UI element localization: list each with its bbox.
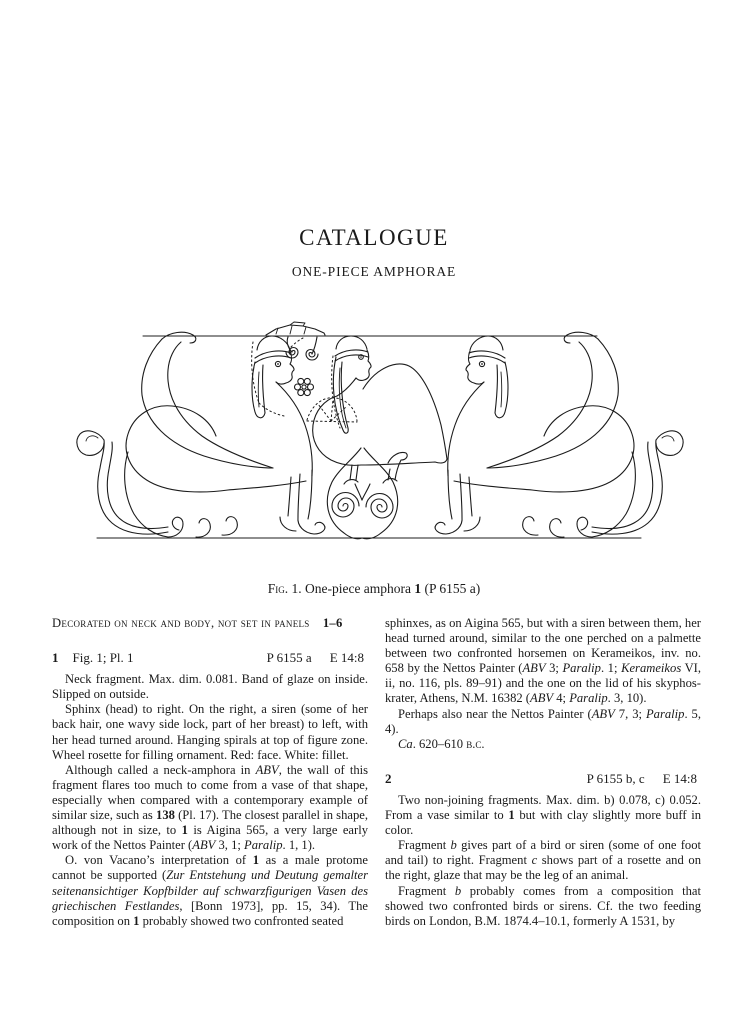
text-segment: ABV xyxy=(530,691,554,706)
text-segment: ABV xyxy=(522,661,546,676)
text-segment: 4; xyxy=(553,691,570,706)
text-segment: 1 xyxy=(181,823,188,838)
text-segment: Fragment xyxy=(398,883,455,898)
paragraph xyxy=(52,702,368,762)
entry-inventory-number: P 6155 a xyxy=(266,650,312,666)
paragraph xyxy=(52,763,368,854)
text-segment: b.c. xyxy=(466,736,485,751)
entry-header xyxy=(52,650,368,665)
figure xyxy=(60,315,700,550)
text-segment: ABV xyxy=(192,838,216,853)
text-segment: Kerameikos xyxy=(621,661,682,676)
right-sphinx xyxy=(435,332,683,537)
paragraph xyxy=(385,838,701,883)
text-segment: Paralip xyxy=(569,691,608,706)
text-segment: b xyxy=(454,883,462,898)
text-segment: , the wall of this fragment flares too much to come from a vase of that shape, especially when compared with a contemporary example of similar size, such as xyxy=(52,762,369,823)
entry-number: 2 xyxy=(385,770,392,786)
text-segment: . 5, 4). xyxy=(385,706,701,736)
text-segment: Zur Entstehung und Deutung gemalter seitenansichtiger Kopfbilder auf schwarzfigurigen Vasen des griechischen Festlandes xyxy=(52,868,369,913)
page-title: CATALOGUE xyxy=(299,225,449,250)
text-segment: ABV xyxy=(591,706,615,721)
text-segment: 3, 1; xyxy=(215,838,245,853)
text-segment: 1 xyxy=(414,581,422,596)
left-sphinx xyxy=(77,332,325,537)
text-segment: sphinxes, as on Aigina 565, but with a siren between them, her head turned around, similar to the one perched on a palmette between two confronted horsemen on Kerameikos, inv. no. 658 by the Nettos Painter ( xyxy=(385,616,701,676)
text-segment: but with clay slightly more buff in color. xyxy=(385,808,701,838)
page-subtitle: ONE-PIECE AMPHORAE xyxy=(291,264,457,279)
paragraph xyxy=(52,672,368,702)
wheel-rosette xyxy=(295,378,314,395)
text-segment: Although called a neck-amphora in xyxy=(65,762,256,777)
text-segment: Paralip xyxy=(562,661,601,676)
text-segment: , [Bonn 1973], pp. 15, 34). The composition on xyxy=(52,898,368,928)
text-segment: Neck fragment. Max. dim. 0.081. Band of glaze on inside. Slipped on outside. xyxy=(52,672,368,702)
text-segment: Fig. xyxy=(267,581,289,596)
left-column xyxy=(52,616,368,929)
text-segment: . 1; xyxy=(600,661,622,676)
text-segment: 7, 3; xyxy=(614,706,646,721)
text-segment: . 620–610 xyxy=(412,736,467,751)
paragraph xyxy=(385,707,701,737)
text-segment: 1 xyxy=(508,808,515,823)
text-segment: (P 6155 a) xyxy=(421,581,481,596)
text-segment: 3; xyxy=(545,661,563,676)
paragraph xyxy=(385,884,701,929)
text-segment: Fragment xyxy=(398,838,451,853)
text-segment: gives part of a bird or siren (some of one foot and tail) to right. Fragment xyxy=(385,838,702,868)
text-segment: c xyxy=(531,853,538,868)
text-segment: Sphinx (head) to right. On the right, a siren (some of her back hair, one wavy side lock, part of her breast) to left, with her head turned around. Hanging spirals at top of figure zone. Wheel rosette for filling ornament. Red: face. White: fillet. xyxy=(52,702,368,762)
text-segment: ABV xyxy=(255,762,279,777)
text-segment: Decorated on neck and body, not set in panels xyxy=(52,616,310,630)
text-segment: . 3, 10). xyxy=(607,691,647,706)
text-segment: 1 xyxy=(133,913,140,928)
entry-grid-reference: E 14:8 xyxy=(662,770,697,786)
entry-header xyxy=(385,771,701,786)
right-column xyxy=(385,616,701,929)
entry-grid-reference: E 14:8 xyxy=(329,650,364,666)
text-segment: 1 xyxy=(252,853,260,868)
entry-number: 1 xyxy=(52,650,59,666)
volute-ornament xyxy=(327,448,397,539)
fragment-sketch xyxy=(266,322,325,335)
paragraph xyxy=(52,853,368,928)
text-segment: Paralip xyxy=(645,706,685,721)
text-segment: 138 xyxy=(156,808,175,823)
text-segment: 1. One-piece amphora xyxy=(288,581,415,596)
hanging-spirals xyxy=(286,337,318,360)
paragraph xyxy=(385,737,701,752)
figure-drawing xyxy=(60,315,700,550)
text-segment: (Pl. 17). The closest parallel in shape, although not in size, to xyxy=(52,808,369,838)
section-heading xyxy=(52,616,368,631)
text-segment: Paralip xyxy=(244,838,283,853)
paragraph xyxy=(385,616,701,707)
text-segment: as a male protome cannot be supported ( xyxy=(52,853,368,883)
text-segment: shows part of a rosette and on the right, glaze that may be the leg of an animal. xyxy=(385,853,701,883)
text-segment: probably showed two confronted seated xyxy=(139,913,344,928)
entry-inventory-number: P 6155 b, c xyxy=(586,770,645,786)
text-segment: . 1, 1). xyxy=(282,838,316,853)
paragraph xyxy=(385,793,701,838)
text-columns xyxy=(52,616,701,929)
text-segment: Ca xyxy=(398,736,413,751)
text-segment: VI, ii, no. 116, pls. 89–91) and the one on the lid of his skyphos-krater, Athens, N.M. 16382 ( xyxy=(385,661,702,706)
text-segment: Perhaps also near the Nettos Painter ( xyxy=(398,706,592,721)
text-segment: 1–6 xyxy=(322,616,343,630)
text-segment: Two non-joining fragments. Max. dim. b) 0.078, c) 0.052. From a vase similar to xyxy=(385,792,701,823)
text-segment xyxy=(310,616,323,631)
text-segment: O. von Vacano’s interpretation of xyxy=(65,853,253,868)
text-segment: b xyxy=(450,838,457,853)
text-segment: is Aigina 565, a very large early work of the Nettos Painter ( xyxy=(52,823,368,853)
figure-caption xyxy=(0,581,748,597)
siren xyxy=(313,336,447,484)
text-segment: probably comes from a composition that showed two confronted birds or sirens. Cf. the two feeding birds on London, B.M. 1874.4–10.1, formerly A 1531, by xyxy=(385,883,701,928)
entry-references: Fig. 1; Pl. 1 xyxy=(72,650,134,666)
